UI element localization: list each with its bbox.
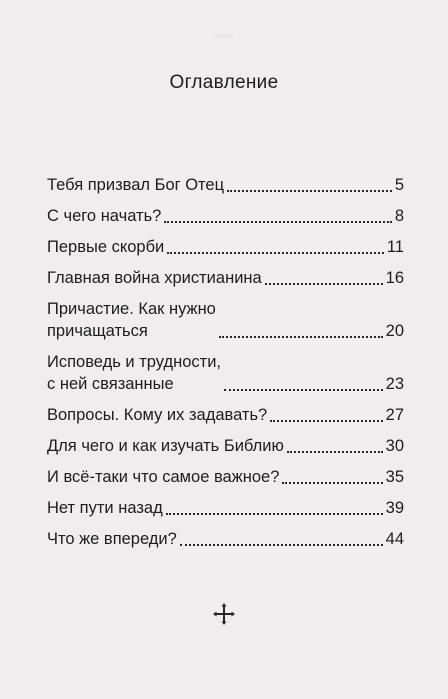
dot-leader [287,451,383,453]
dot-leader [224,389,383,391]
dot-leader [166,513,383,515]
cross-ornament-icon [213,603,235,625]
toc-entry-title-line1: Исповедь и трудности, [47,353,221,371]
toc-entry-title [47,351,221,395]
toc-entry-page: 27 [385,406,404,424]
toc-entry[interactable] [47,205,404,227]
dot-leader [265,283,383,285]
dot-leader [270,420,382,422]
toc-entry-title-line2: с ней связанные [47,375,174,393]
page-title: Оглавление [169,72,279,93]
toc-entry[interactable] [47,267,404,289]
dot-leader [167,252,384,254]
toc-entry[interactable] [47,466,404,488]
bleed-through-header: ~~~ [215,30,233,42]
toc-entry[interactable] [47,435,404,457]
toc-entry[interactable] [47,351,404,395]
toc-entry[interactable] [47,497,404,519]
toc-entry-page: 20 [385,322,404,340]
toc-entry-page: 44 [385,530,404,548]
toc-entry[interactable] [47,174,404,196]
toc-entry[interactable] [47,236,404,258]
toc-entry-page: 16 [385,269,404,287]
dot-leader [219,336,383,338]
table-of-contents [47,174,404,559]
toc-entry-title [47,298,216,342]
toc-entry-title: Первые скорби [47,238,165,256]
toc-entry-title: Тебя призвал Бог Отец [47,176,225,194]
toc-entry-page: 30 [385,437,404,455]
dot-leader [227,190,392,192]
toc-entry-page: 11 [386,238,404,256]
toc-entry-page: 8 [394,207,404,225]
toc-entry-page: 39 [385,499,404,517]
toc-entry-title: С чего начать? [47,207,162,225]
toc-entry-page: 5 [394,176,404,194]
toc-entry[interactable] [47,298,404,342]
dot-leader [180,544,383,546]
toc-entry[interactable] [47,404,404,426]
toc-entry-page: 35 [385,468,404,486]
dot-leader [282,482,382,484]
dot-leader [164,221,391,223]
toc-entry-title: Что же впереди? [47,530,177,548]
toc-entry[interactable] [47,528,404,550]
toc-entry-title: И всё-таки что самое важное? [47,468,280,486]
toc-entry-title-line2: причащаться [47,322,148,340]
toc-entry-title-line1: Причастие. Как нужно [47,300,216,318]
toc-entry-title: Нет пути назад [47,499,163,517]
toc-entry-page: 23 [385,375,404,393]
toc-entry-title: Главная война христианина [47,269,262,287]
toc-entry-title: Вопросы. Кому их задавать? [47,406,268,424]
toc-entry-title: Для чего и как изучать Библию [47,437,284,455]
